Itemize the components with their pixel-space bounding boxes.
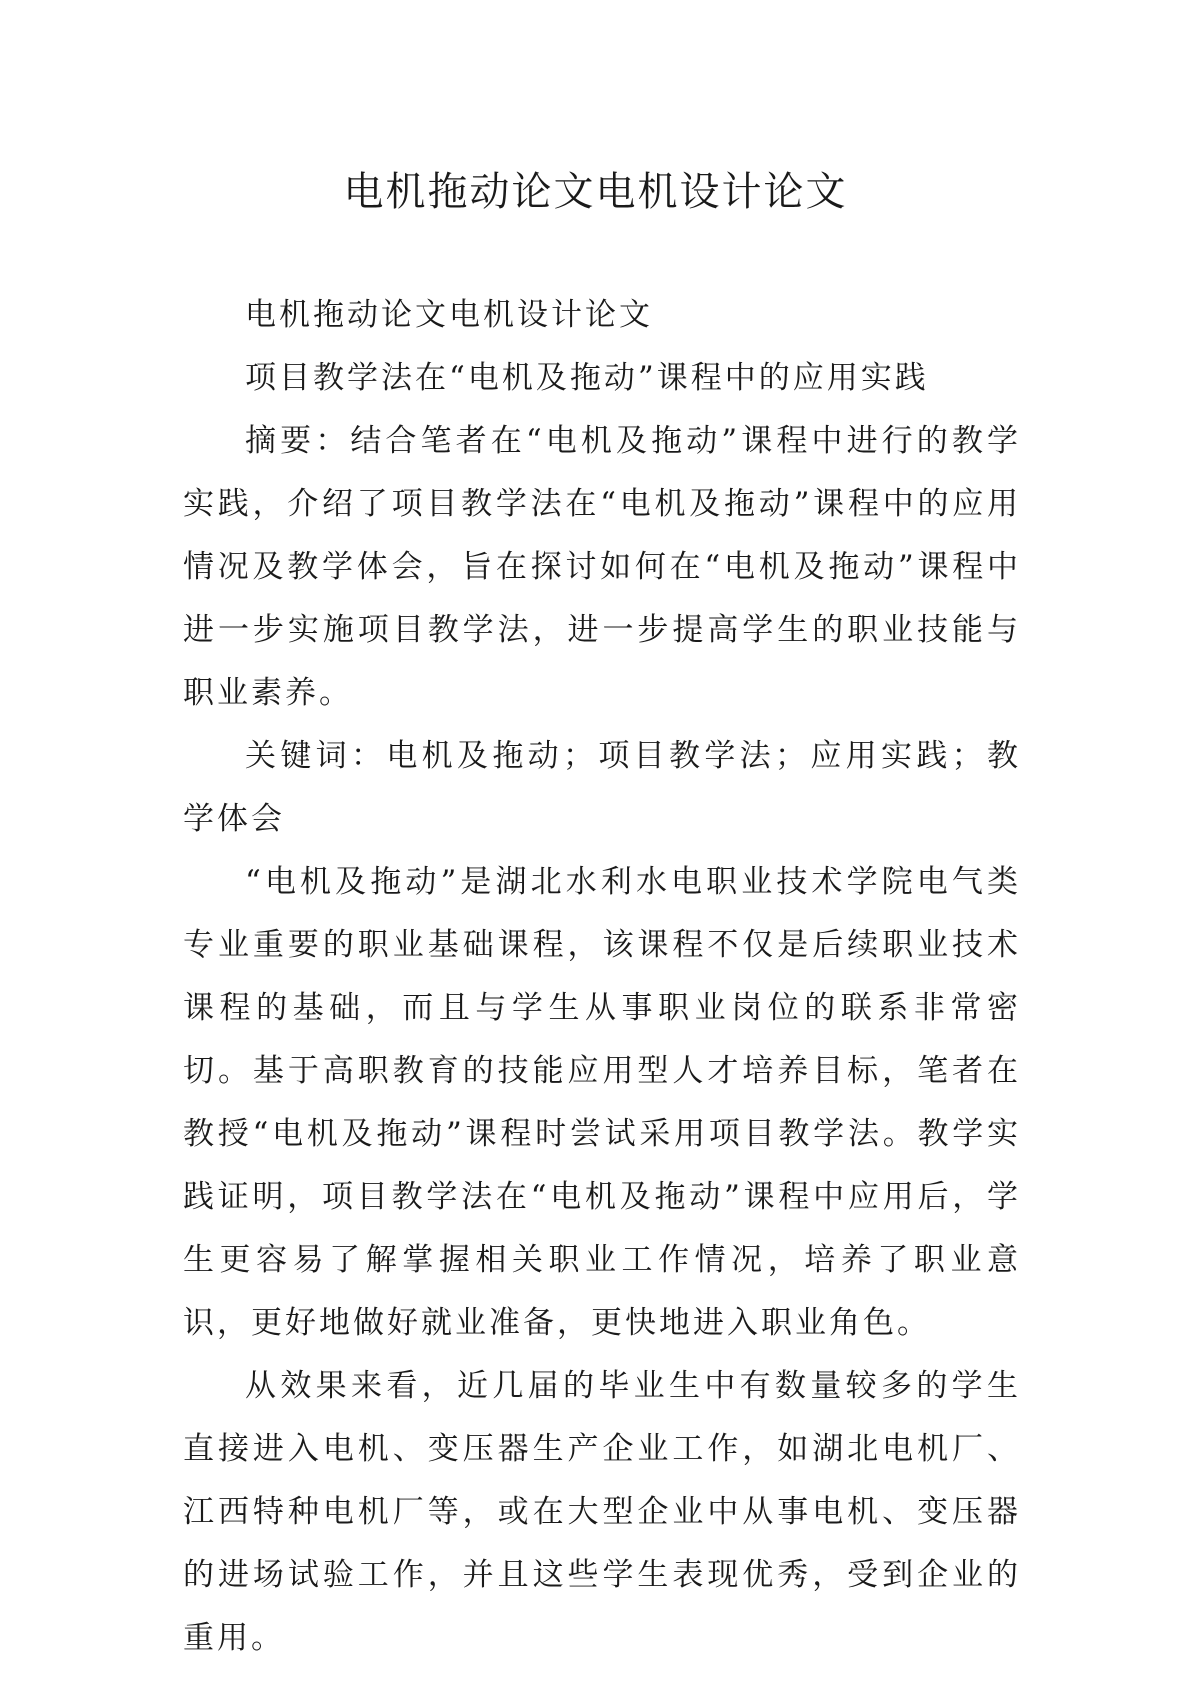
paragraph-subtitle: 电机拖动论文电机设计论文 xyxy=(245,297,653,333)
paragraph-article-title: 项目教学法在“电机及拖动”课程中的应用实践 xyxy=(245,360,929,396)
document-title: 电机拖动论文电机设计论文 xyxy=(343,169,848,215)
document-body xyxy=(183,284,1021,1670)
paragraph-body-1: “电机及拖动”是湖北水利水电职业技术学院电气类专业重要的职业基础课程，该课程不仅是后续职业技术课程的基础，而且与学生从事职业岗位的联系非常密切。基于高职教育的技能应用型人才培养目标，笔者在教授“电机及拖动”课程时尝试采用项目教学法。教学实践证明，项目教学法在“电机及拖动”课程中应用后，学生更容易了解掌握相关职业工作情况，培养了职业意识，更好地做好就业准备，更快地进入职业角色。 xyxy=(183,864,1021,1341)
paragraph-abstract: 摘要：结合笔者在“电机及拖动”课程中进行的教学实践，介绍了项目教学法在“电机及拖动”课程中的应用情况及教学体会，旨在探讨如何在“电机及拖动”课程中进一步实施项目教学法，进一步提高学生的职业技能与职业素养。 xyxy=(183,423,1021,711)
paragraph-body-2: 从效果来看，近几届的毕业生中有数量较多的学生直接进入电机、变压器生产企业工作，如湖北电机厂、江西特种电机厂等，或在大型企业中从事电机、变压器的进场试验工作，并且这些学生表现优秀，受到企业的重用。 xyxy=(183,1368,1021,1656)
paragraph-keywords: 关键词：电机及拖动；项目教学法；应用实践；教学体会 xyxy=(183,738,1021,837)
